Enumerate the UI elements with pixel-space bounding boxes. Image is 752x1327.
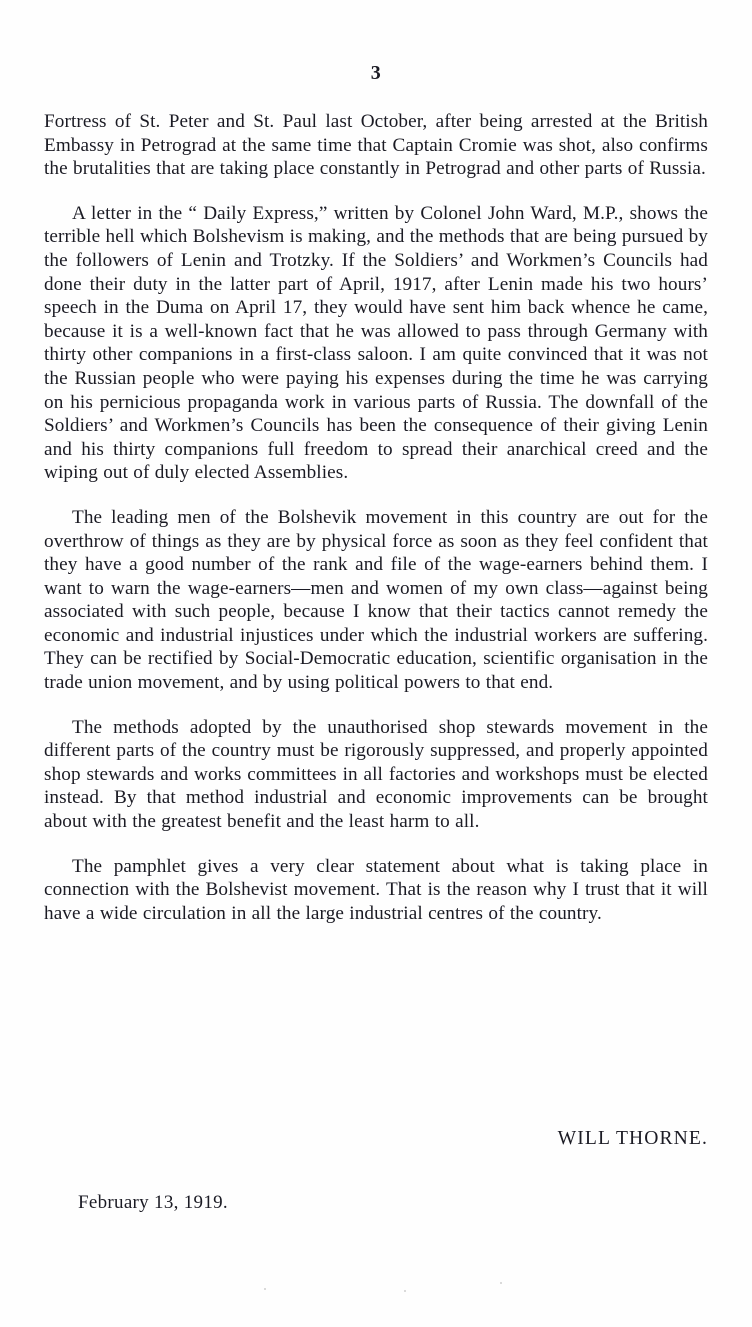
paragraph: The methods adopted by the unauthorised shop stewards movement in the different parts of the country must be rigorously suppressed, and properly appointed shop stewards and works committees in all factories and workshops must be elected instead. By that method industrial and economic improvements can be brought about with the greatest benefit and the least harm to all. xyxy=(44,716,708,833)
paragraph: The leading men of the Bolshevik movement in this country are out for the overthrow of things as they are by physical force as soon as they feel confident that they have a good number of the rank and file of the wage-earners behind them. I want to warn the wage-earners—men and women of my own class—against being associated with such people, because I know that their tactics cannot remedy the economic and industrial injustices under which the industrial workers are suffering. They can be rectified by Social-Democratic education, scientific organisation in the trade union movement, and by using political powers to that end. xyxy=(44,506,708,694)
paragraph: Fortress of St. Peter and St. Paul last October, after being arrested at the British Embassy in Petrograd at the same time that Captain Cromie was shot, also confirms the brutalities that are taking place constantly in Petrograd and other parts of Russia. xyxy=(44,111,708,180)
document-body xyxy=(44,110,708,925)
date-line: February 13, 1919. xyxy=(78,1192,228,1213)
page-speckle xyxy=(404,1290,406,1292)
signature-line: WILL THORNE. xyxy=(557,1128,708,1149)
paragraph: A letter in the “ Daily Express,” written by Colonel John Ward, M.P., shows the terrible hell which Bolshevism is making, and the methods that are being pursued by the followers of Lenin and Trotzky. If the Soldiers’ and Workmen’s Councils had done their duty in the latter part of April, 1917, after Lenin made his two hours’ speech in the Duma on April 17, they would have sent him back whence he came, because it is a well-known fact that he was allowed to pass through Germany with thirty other companions in a first-class saloon. I am quite convinced that it was not the Russian people who were paying his expenses during the time he was carrying on his pernicious propaganda work in various parts of Russia. The downfall of the Soldiers’ and Workmen’s Councils has been the consequence of their giving Lenin and his thirty companions full freedom to spread their anarchical creed and the wiping out of duly elected Assemblies. xyxy=(44,202,708,484)
page-speckle xyxy=(264,1288,266,1290)
page-number: 3 xyxy=(370,62,382,84)
page-speckle xyxy=(500,1282,502,1284)
paragraph: The pamphlet gives a very clear statement about what is taking place in connection with the Bolshevist movement. That is the reason why I trust that it will have a wide circulation in all the large industrial centres of the country. xyxy=(44,855,708,924)
